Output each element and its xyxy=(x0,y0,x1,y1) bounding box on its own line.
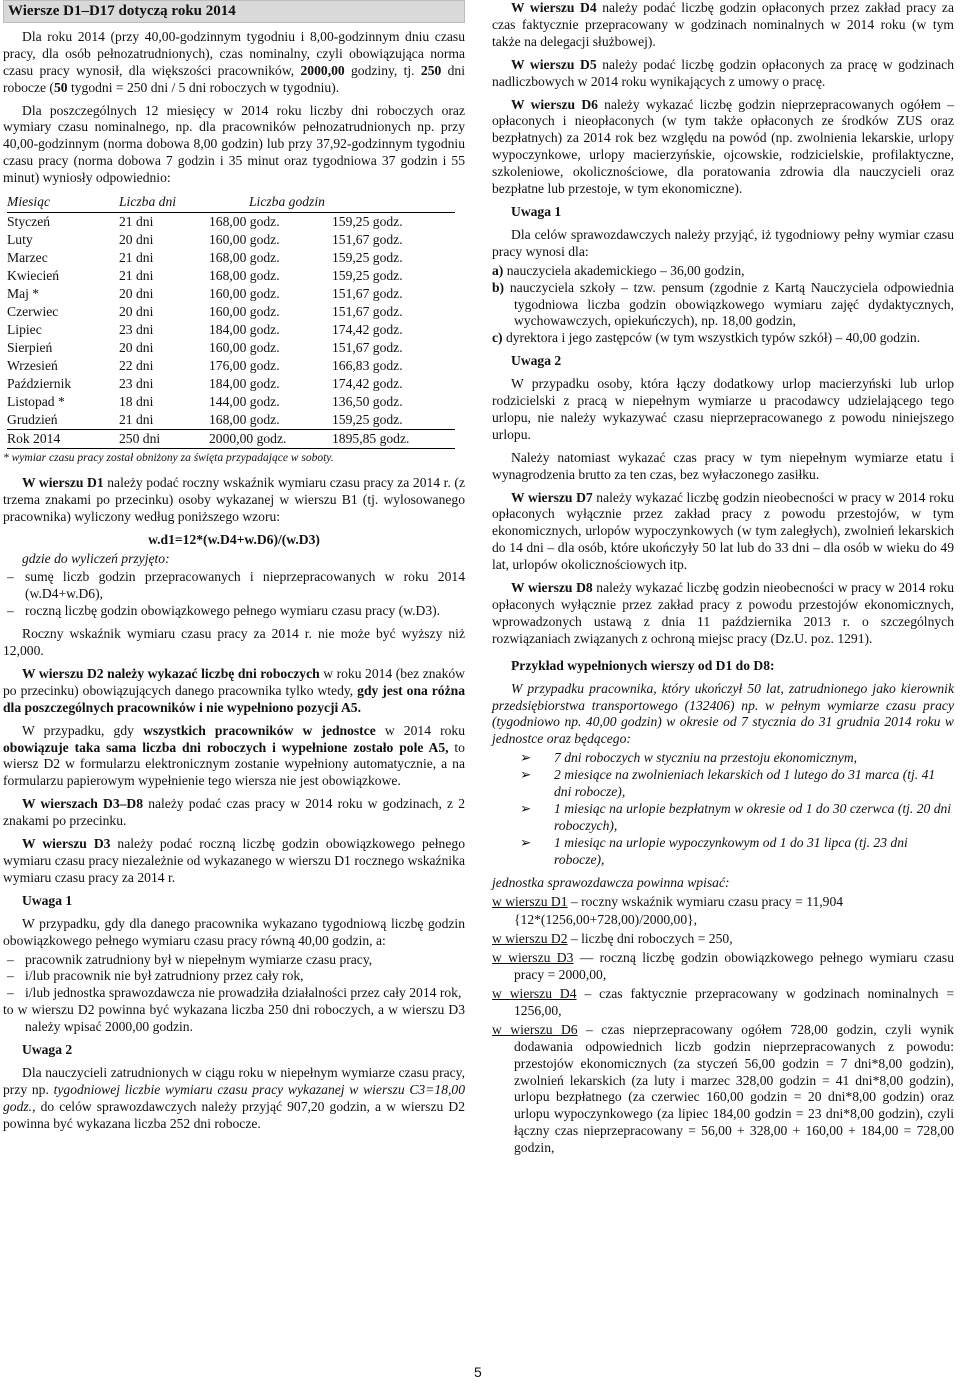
example-write: jednostka sprawozdawcza powinna wpisać: xyxy=(492,874,730,890)
table-cell: 20 dni xyxy=(119,231,154,247)
table-cell: 1895,85 godz. xyxy=(332,429,455,448)
months-paragraph: Dla poszczególnych 12 miesięcy w 2014 roku liczby dni roboczych oraz wymiary czasu nominalnego, np. dla pracowników pełnozatrudnionych np. przy 40,00-godzinnym (norma dobowa 8,00 godzin) lub przy 37,92-godzinnym tygodniu czasu pracy (norma dobowa 7 godzin i 35 minut oraz tygodniowa 37 godzin i 55 minut) wyniosły odpowiednio: xyxy=(3,102,465,186)
table-cell: 20 dni xyxy=(119,285,154,301)
page-number: 5 xyxy=(474,1364,482,1380)
table-cell: 151,67 godz. xyxy=(332,285,403,301)
uwaga1-text-left: W przypadku, gdy dla danego pracownika wykazano tygodniową liczbę godzin obowiązkowego pełnego wymiaru czasu pracy równą 40,00 godzin, a: xyxy=(3,915,465,948)
example-row-d4: w wierszu D4 – czas faktycznie przepracowany w godzinach nominalnych = 1256,00, xyxy=(492,986,954,1018)
uwaga1-text-right: Dla celów sprawozdawczych należy przyjąć, iż tygodniowy pełny wymiar czasu pracy wynosi dla: xyxy=(492,226,954,259)
table-row xyxy=(7,303,455,321)
table-cell: 176,00 godz. xyxy=(209,357,280,373)
list-item: – roczną liczbę godzin obowiązkowego pełnego wymiaru czasu pracy (w.D3). xyxy=(3,603,465,620)
uwaga2-heading-right: Uwaga 2 xyxy=(511,353,562,369)
example-intro: W przypadku pracownika, który ukończył 50 lat, zatrudnionego jako kierownik przedsiębiorstwa transportowego (132406) np. w pełnym wymiarze czasu pracy (tygodniowo np. 40,00 godzin) w okresie od 7 stycznia do 31 grudnia 2014 roku w jednostce oraz będącego: xyxy=(492,680,954,747)
table-cell: Grudzień xyxy=(7,411,58,427)
section-title: Wiersze D1–D17 dotyczą roku 2014 xyxy=(3,0,465,23)
table-cell: 184,00 godz. xyxy=(209,321,280,337)
table-row xyxy=(7,393,455,411)
uwaga2-text-right: W przypadku osoby, która łączy dodatkowy urlop macierzyński lub urlop rodzicielski z pracą w niepełnym wymiarze u pracodawcy udzielającego tego urlopu, nie należy wykazywać czasu nieprzepracowanego z powodu niniejszego urlopu. xyxy=(492,376,954,442)
table-cell: 21 dni xyxy=(119,267,154,283)
example-row-d1-formula: {12*(1256,00+728,00)/2000,00}, xyxy=(514,912,698,928)
table-cell: 151,67 godz. xyxy=(332,231,403,247)
table-cell: Czerwiec xyxy=(7,303,59,319)
table-cell: Sierpień xyxy=(7,339,53,355)
table-row xyxy=(7,267,455,285)
arrow-bullet-icon: ➢ xyxy=(520,834,532,850)
table-row xyxy=(7,357,455,375)
list-item: a) nauczyciela akademickiego – 36,00 godzin, xyxy=(492,262,745,278)
table-row xyxy=(7,411,455,430)
table-row xyxy=(7,231,455,249)
table-cell: 168,00 godz. xyxy=(209,249,280,265)
d2-paragraph-2: W przypadku, gdy wszystkich pracowników w jednostce w 2014 roku obowiązuje taka sama liczba dni roboczych i wypełnione zostało pole A5, to wiersz D2 w formularzu elektronicznym zostanie wypełniony automatycznie, a na formularzu papierowym wypełnienie tego wiersza nie jest obowiązkowe. xyxy=(3,722,466,789)
table-total-row xyxy=(7,429,455,448)
table-cell: 160,00 godz. xyxy=(209,339,280,355)
table-cell: Październik xyxy=(7,375,72,391)
list-item: – i/lub pracownik nie był zatrudniony przez cały rok, xyxy=(3,968,465,985)
table-cell: 151,67 godz. xyxy=(332,303,403,319)
table-cell: 136,50 godz. xyxy=(332,393,403,409)
table-cell: 160,00 godz. xyxy=(209,231,280,247)
d1-limit: Roczny wskaźnik wymiaru czasu pracy za 2014 r. nie może być wyższy niż 12,000. xyxy=(3,626,465,659)
table-cell: Wrzesień xyxy=(7,357,58,373)
list-item: ➢ 7 dni roboczych w styczniu na przestoju ekonomicznym, xyxy=(520,750,858,766)
list-item: ➢ 2 miesiące na zwolnieniach lekarskich od 1 lutego do 31 marca (tj. 41 dni robocze), xyxy=(520,767,936,800)
list-item: ➢ 1 miesiąc na urlopie wypoczynkowym od 1 do 31 lipca (tj. 23 dni robocze), xyxy=(520,834,908,867)
list-item: b) nauczyciela szkoły – tzw. pensum (zgodnie z Kartą Nauczyciela odpowiednia tygodniowa liczba godzin obowiązkowego wymiaru zajęć dydaktycznych, wychowawczych, opiekuńczych), np. 18,00 godzin, xyxy=(492,279,954,329)
uwaga2-text2-right: Należy natomiast wykazać czas pracy w tym niepełnym wymiarze etatu i wynagrodzenia brutto za ten czas, bez wyłaczonego zasiłku. xyxy=(492,449,954,482)
table-cell: Lipiec xyxy=(7,321,42,337)
table-cell: Kwiecień xyxy=(7,267,60,283)
list-item: – pracownik zatrudniony był w niepełnym wymiarze czasu pracy, xyxy=(3,952,465,969)
example-row-d1: w wierszu D1 – roczny wskaźnik wymiaru czasu pracy = 11,904 xyxy=(492,893,844,909)
table-cell: 18 dni xyxy=(119,393,154,409)
list-item: ➢ 1 miesiąc na urlopie bezpłatnym w okresie od 1 do 30 czerwca (tj. 20 dni roboczych), xyxy=(520,800,952,833)
table-cell: 168,00 godz. xyxy=(209,213,280,229)
table-cell: 159,25 godz. xyxy=(332,249,403,265)
example-heading: Przykład wypełnionych wierszy od D1 do D8: xyxy=(511,657,775,673)
header-hours: Liczba godzin xyxy=(209,193,455,212)
working-days-table xyxy=(7,193,455,449)
formula-where: gdzie do wyliczeń przyjęto: xyxy=(22,550,170,566)
d3d8-paragraph: W wierszach D3–D8 należy podać czas pracy w 2014 roku w godzinach, z 2 znakami po przecinku. xyxy=(3,796,465,829)
table-cell: 160,00 godz. xyxy=(209,303,280,319)
table-cell: Rok 2014 xyxy=(7,429,119,448)
uwaga1-heading-right: Uwaga 1 xyxy=(511,203,562,219)
table-cell: 174,42 godz. xyxy=(332,321,403,337)
uwaga2-heading-left: Uwaga 2 xyxy=(22,1042,73,1058)
example-items xyxy=(492,750,954,868)
table-cell: 168,00 godz. xyxy=(209,411,280,427)
list-item: – i/lub jednostka sprawozdawcza nie prowadziła działalności przez cały 2014 rok, xyxy=(3,985,465,1002)
table-cell: Luty xyxy=(7,231,33,247)
d3-paragraph: W wierszu D3 należy podać roczną liczbę godzin obowiązkowego pełnego wymiaru czasu pracy niezależnie od wykazanego w wierszu D1 rocznego wskaźnika wymiaru czasu pracy za 2014 r. xyxy=(3,836,465,885)
table-cell: Maj * xyxy=(7,285,40,301)
intro-paragraph: Dla roku 2014 (przy 40,00-godzinnym tygodniu i 8,00-godzinnym dniu czasu pracy, dla osób pełnozatrudnionych), czas nominalny, czyli obowiązująca norma czasu pracy wynosił, dla większości pracowników, 2000,00 godziny, tj. 250 dni robocze (50 tygodni = 250 dni / 5 dni roboczych w tygodniu). xyxy=(3,28,465,95)
left-column xyxy=(3,0,465,1139)
example-row-d6: w wierszu D6 – czas nieprzepracowany ogółem 728,00 godzin, czyli wynik dodawania odpowiednich liczb godzin nieprzepracowanych z powodu: przestojów ekonomicznych (za styczeń 56,00 godzin = 7 dni*8,00 godzin), zwolnień lekarskich (za luty i marzec 328,00 godzin = 41 dni*8,00 godzin), urlopu bezpłatnego (za czerwiec 160,00 godzin = 20 dni*8,00 godzin) oraz urlopu wypoczynkowego (za lipiec 184,00 godzin = 23 dni*8,00 godzin), czyli łączny czas nieprzepracowany = 56,00 + 328,00 + 160,00 + 184,00 = 728,00 godzin, xyxy=(492,1021,954,1156)
uwaga1-conclusion: to w wierszu D2 powinna być wykazana liczba 250 dni roboczych, a w wierszu D3 należy wpisać 2000,00 godzin. xyxy=(3,1002,465,1035)
table-cell: 250 dni xyxy=(119,429,209,448)
table-cell: 144,00 godz. xyxy=(209,393,280,409)
table-cell: Listopad * xyxy=(7,393,65,409)
table-cell: 21 dni xyxy=(119,249,154,265)
table-cell: 159,25 godz. xyxy=(332,267,403,283)
d1-paragraph: W wierszu D1 należy podać roczny wskaźnik wymiaru czasu pracy za 2014 r. (z trzema znakami po przecinku) osoby wykazanej w wierszu B1 (tj. wylosowanego pracownika) wyliczony według poniższego wzoru: xyxy=(3,474,465,524)
list-item: – sumę liczb godzin przepracowanych i nieprzepracowanych w roku 2014 (w.D4+w.D6), xyxy=(3,569,465,603)
uwaga1-items-left xyxy=(3,952,465,1003)
table-header-row xyxy=(7,193,455,212)
header-days: Liczba dni xyxy=(119,193,209,212)
table-cell: Marzec xyxy=(7,249,48,265)
table-cell: 23 dni xyxy=(119,321,154,337)
table-row xyxy=(7,285,455,303)
table-row xyxy=(7,339,455,357)
table-row xyxy=(7,249,455,267)
table-row xyxy=(7,375,455,393)
table-cell: 159,25 godz. xyxy=(332,213,403,229)
arrow-bullet-icon: ➢ xyxy=(520,767,532,783)
table-cell: 168,00 godz. xyxy=(209,267,280,283)
d5-paragraph: W wierszu D5 należy podać liczbę godzin opłaconych za pracę w godzinach nadliczbowych w 2014 roku wynikających z umowy o pracę. xyxy=(492,56,954,89)
table-row xyxy=(7,321,455,339)
d8-paragraph: W wierszu D8 należy wykazać liczbę godzin nieobecności w pracy w 2014 roku opłaconych wyłącznie przez zakład pracy z powodu przestojów ekonomicznych, wprowadzonych ustawą z dnia 11 października 2013 r. o szczególnych rozwiązaniach związanych z ochroną miejsc pracy (Dz.U. poz. 1291). xyxy=(492,580,954,646)
table-cell: 166,83 godz. xyxy=(332,357,403,373)
table-row xyxy=(7,212,455,231)
table-cell: 151,67 godz. xyxy=(332,339,403,355)
arrow-bullet-icon: ➢ xyxy=(520,800,532,816)
d6-paragraph: W wierszu D6 należy wykazać liczbę godzin nieprzepracowanych ogółem – opłaconych i nieopłaconych (w tym także opłaconych ze środków ZUS oraz bezpłatnych) za 2014 rok bez względu na powód (np. zwolnienia lekarskie, urlopy wypoczynkowe, urlopy macierzyńskie, ojcowskie, rodzicielskie, profilaktyczne, szkoleniowe, okolicznościowe, dla poratowania zdrowia dla nauczycieli oraz bezpłatne lub przestoje, w tym ekonomiczne). xyxy=(492,96,954,197)
d7-paragraph: W wierszu D7 należy wykazać liczbę godzin nieobecności w pracy w 2014 roku opłaconych wyłącznie przez zakład pracy z powodu przestojów, w tym ekonomicznych, urlopów wypoczynkowych (w tym zaległych), zwolnień lekarskich do 14 dni – dla osób, które ukończyły 50 lat lub do 33 dni – dla osób w wieku do 49 lat, urlopów okolicznościowych itp. xyxy=(492,489,954,573)
uwaga1-items-right xyxy=(492,263,954,348)
table-cell: 20 dni xyxy=(119,303,154,319)
formula-items xyxy=(3,569,465,620)
table-cell: 23 dni xyxy=(119,375,154,391)
table-cell: 2000,00 godz. xyxy=(209,429,332,448)
uwaga1-heading-left: Uwaga 1 xyxy=(22,892,73,908)
header-month: Miesiąc xyxy=(7,193,119,212)
table-cell: 160,00 godz. xyxy=(209,285,280,301)
table-cell: 184,00 godz. xyxy=(209,375,280,391)
example-row-d3: w wierszu D3 — roczną liczbę godzin obowiązkowego pełnego wymiaru czasu pracy = 2000,00, xyxy=(492,950,954,983)
uwaga2-text-left: Dla nauczycieli zatrudnionych w ciągu roku w niepełnym wymiarze czasu pracy, przy np. tygodniowej liczbie wymiaru czasu pracy wykazanej w wierszu C3=18,00 godz., do celów sprawozdawczych należy przyjąć 907,20 godzin, a w wierszu D2 powinna być wykazana liczba 252 dni robocze. xyxy=(3,1064,465,1131)
list-item: c) dyrektora i jego zastępców (w tym wszystkich typów szkół) – 40,00 godzin. xyxy=(492,330,921,346)
table-cell: 21 dni xyxy=(119,213,154,229)
table-cell: 22 dni xyxy=(119,357,154,373)
arrow-bullet-icon: ➢ xyxy=(520,750,532,766)
d1-formula: w.d1=12*(w.D4+w.D6)/(w.D3) xyxy=(148,531,320,547)
right-column xyxy=(492,0,954,1163)
table-cell: Styczeń xyxy=(7,213,51,229)
table-cell: 159,25 godz. xyxy=(332,411,403,427)
table-cell: 21 dni xyxy=(119,411,154,427)
d2-paragraph: W wierszu D2 należy wykazać liczbę dni roboczych w roku 2014 (bez znaków po przecinku) obowiązujących danego pracownika tylko wtedy, gdy jest ona różna dla poszczególnych pracowników i nie wypełniono pozycji A5. xyxy=(3,665,465,715)
table-footnote: * wymiar czasu pracy został obniżony za święta przypadające w soboty. xyxy=(3,451,334,464)
example-row-d2: w wierszu D2 – liczbę dni roboczych = 250, xyxy=(492,931,733,947)
table-cell: 20 dni xyxy=(119,339,154,355)
d4-paragraph: W wierszu D4 należy podać liczbę godzin opłaconych przez zakład pracy za czas faktycznie przepracowany w godzinach nominalnych w 2014 roku (w tym także na delegacji służbowej). xyxy=(492,0,954,49)
table-cell: 174,42 godz. xyxy=(332,375,403,391)
